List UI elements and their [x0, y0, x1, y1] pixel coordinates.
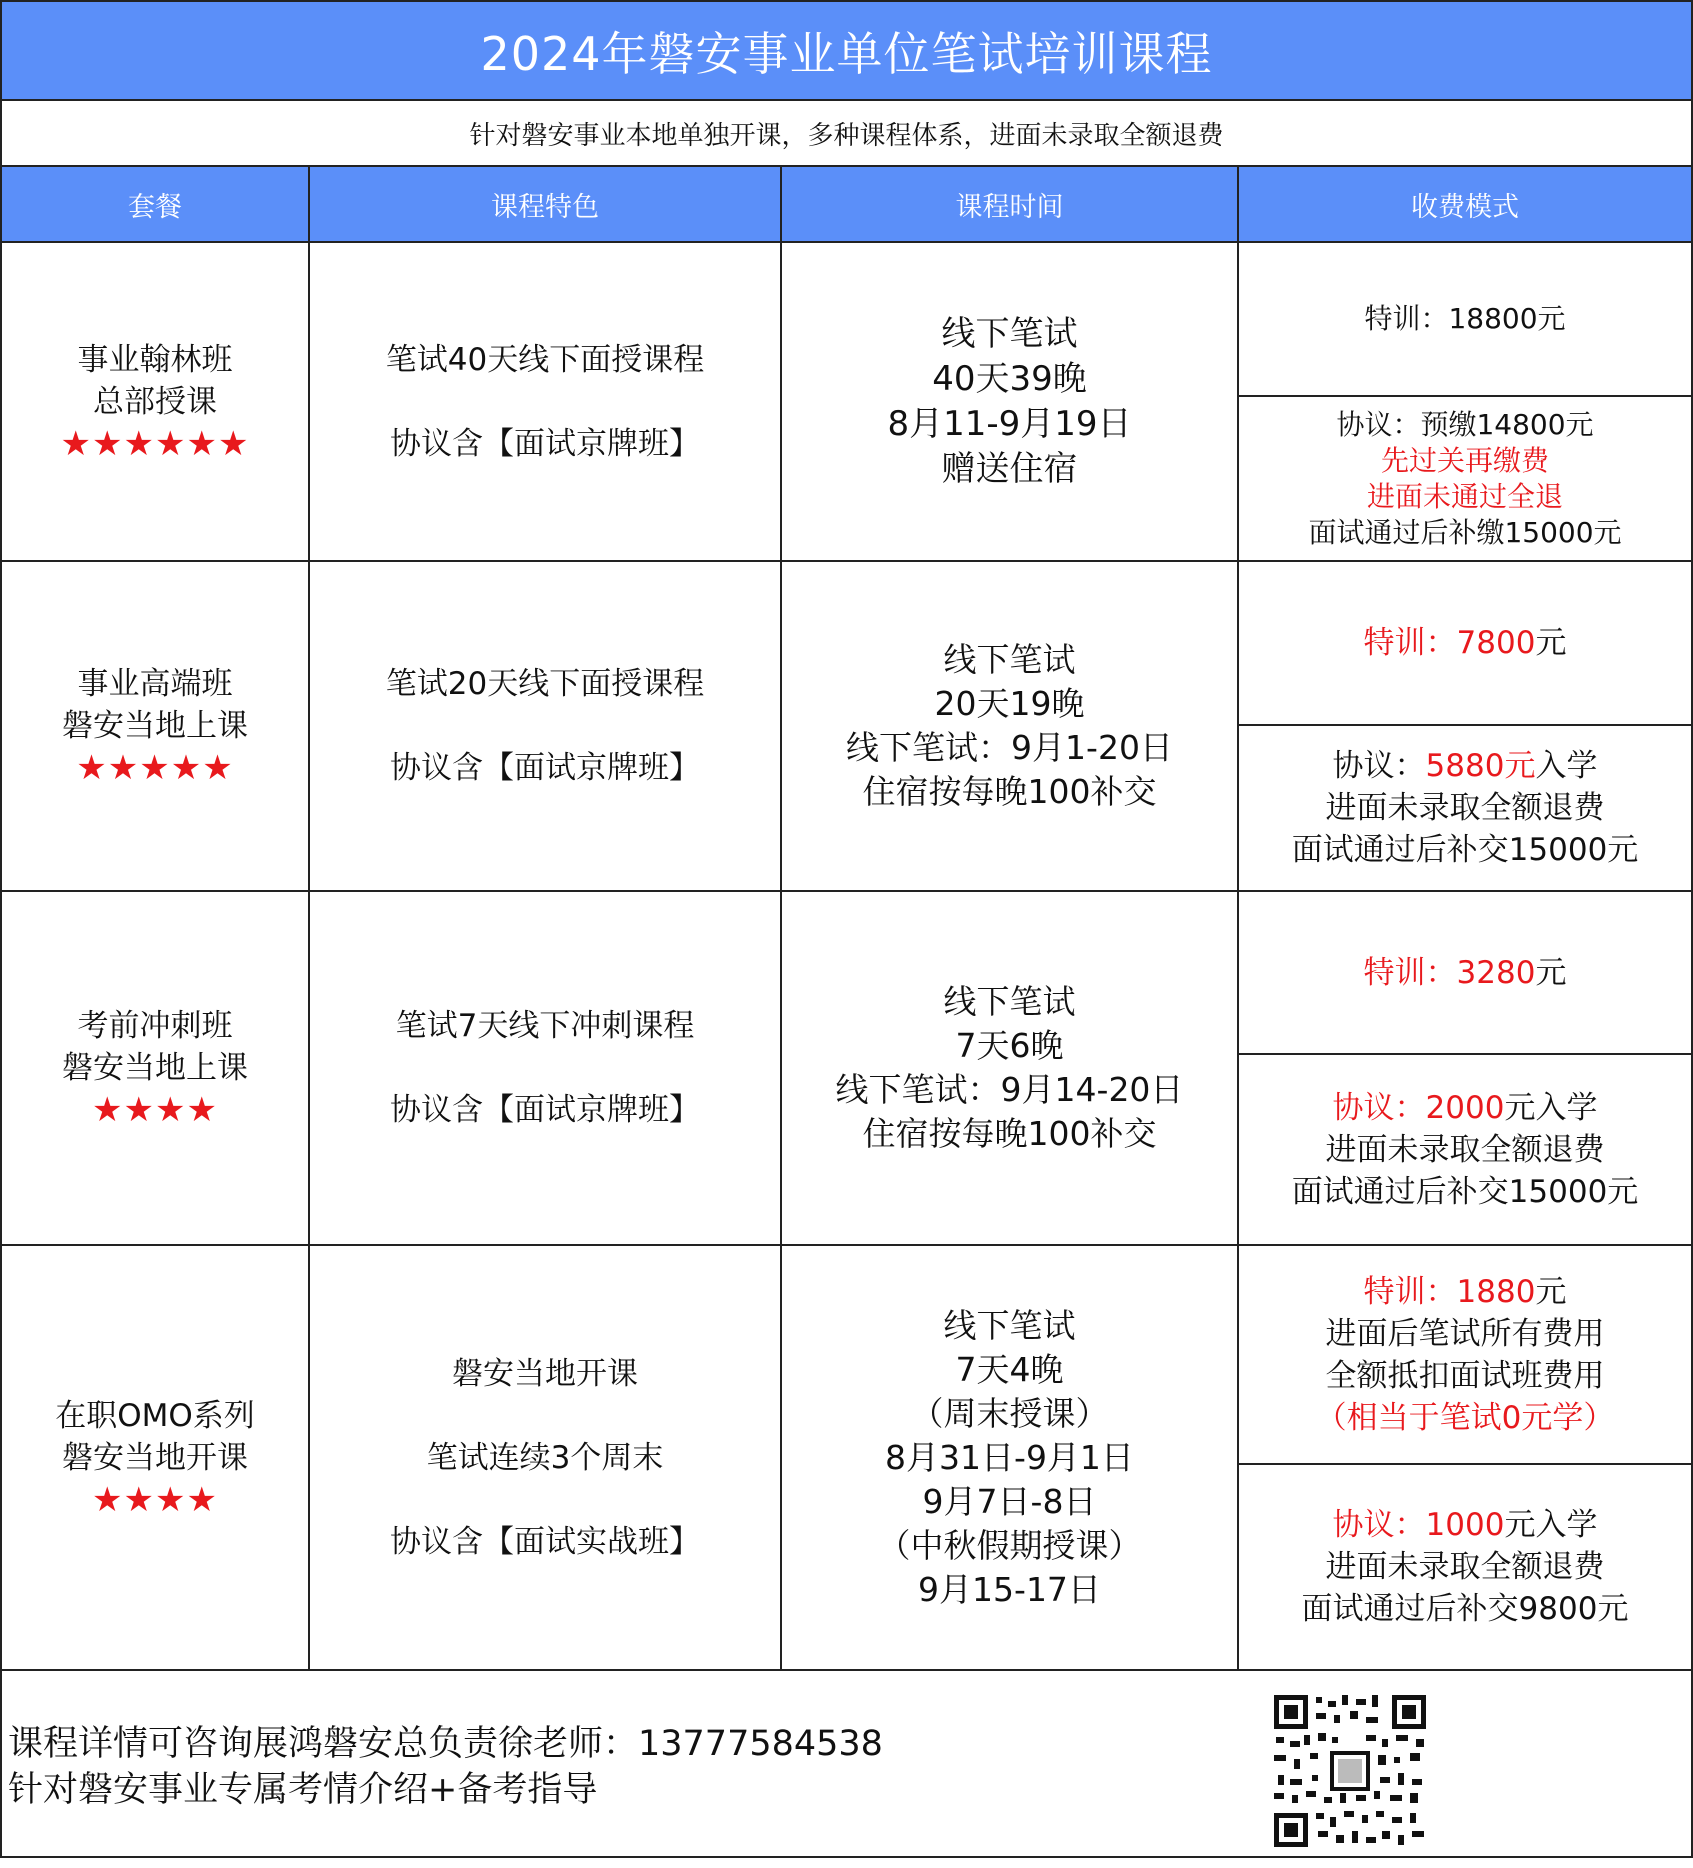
fee-line: [1326, 787, 1605, 829]
time-line: 线下笔试: [943, 640, 1076, 679]
package-location: 磐安当地开课: [62, 1439, 248, 1476]
package-location: 磐安当地上课: [62, 708, 248, 744]
fee-text: 协议：: [1332, 748, 1426, 784]
table-row: [2, 1245, 1691, 1670]
header-time: 课程时间: [781, 167, 1238, 242]
fee-line: [1333, 1504, 1598, 1546]
fee-text: 元: [1535, 954, 1567, 991]
fee-text: 进面未录取全额退费: [1325, 1131, 1605, 1168]
time-line: 7天4晚: [955, 1349, 1064, 1389]
rating-stars: ★★★★★: [76, 748, 234, 788]
fee-highlight-text: 5880元: [1425, 748, 1536, 784]
table-header-row: [2, 167, 1691, 242]
time-line: 8月11-9月19日: [887, 403, 1132, 444]
fee-cell: [1238, 242, 1691, 561]
rating-stars: ★★★★: [92, 1090, 218, 1130]
page-title: 2024年磐安事业单位笔试培训课程: [2, 2, 1691, 101]
table-row: [2, 561, 1691, 891]
fee-special: [1239, 1246, 1691, 1465]
time-line: 9月15-17日: [918, 1569, 1101, 1609]
fee-line: [1364, 622, 1567, 664]
time-line: 线下笔试: [941, 313, 1078, 354]
time-line: （中秋假期授课）: [877, 1525, 1142, 1565]
fee-cell: [1238, 1245, 1691, 1670]
fee-line: [1326, 1129, 1605, 1171]
fee-special: [1239, 562, 1691, 726]
time-line: （周末授课）: [910, 1393, 1109, 1433]
time-cell: [781, 1245, 1238, 1670]
time-line: 线下笔试：9月14-20日: [835, 1070, 1184, 1109]
time-line: 40天39晚: [932, 358, 1087, 399]
fee-line: [1308, 515, 1621, 551]
rating-stars: ★★★★★★: [60, 423, 250, 464]
fee-line: [1364, 301, 1565, 337]
fee-text: 特训：18800元: [1364, 302, 1566, 335]
fee-agreement: [1239, 1055, 1691, 1244]
package-cell: [2, 242, 309, 561]
features-cell: [309, 1245, 781, 1670]
package-name: 在职OMO系列: [55, 1397, 255, 1434]
package-name: 考前冲刺班: [77, 1008, 233, 1044]
features-cell: [309, 891, 781, 1245]
package-location: 总部授课: [93, 383, 217, 420]
time-line: 住宿按每晚100补交: [862, 772, 1157, 811]
fee-line: [1292, 829, 1639, 871]
fee-agreement: [1239, 397, 1691, 560]
course-table: [2, 167, 1691, 1671]
fee-line: [1367, 479, 1563, 515]
feature-line: 笔试20天线下面授课程: [385, 666, 705, 702]
fee-line: [1336, 407, 1593, 443]
time-line: 线下笔试: [943, 1305, 1076, 1345]
fee-highlight-text: 协议：1000: [1332, 1507, 1505, 1543]
qr-code-icon[interactable]: [1270, 1691, 1430, 1851]
header-package: 套餐: [2, 167, 309, 242]
feature-line: 协议含【面试京牌班】: [390, 1092, 700, 1128]
time-line: 7天6晚: [955, 1026, 1064, 1065]
fee-line: [1333, 745, 1598, 787]
fee-highlight-text: （相当于笔试0元学）: [1315, 1399, 1615, 1436]
package-name: 事业翰林班: [77, 341, 233, 378]
fee-text: 入学: [1535, 748, 1598, 784]
fee-text: 面试通过后补交15000元: [1291, 832, 1639, 868]
time-line: 20天19晚: [934, 684, 1085, 723]
time-line: 赠送住宿: [941, 448, 1078, 489]
guide-line: 针对磐安事业专属考情介绍+备考指导: [8, 1770, 598, 1810]
fee-line: [1326, 1546, 1605, 1588]
fee-text: 进面后笔试所有费用: [1325, 1315, 1605, 1352]
feature-line: 磐安当地开课: [452, 1355, 638, 1392]
rating-stars: ★★★★: [92, 1479, 218, 1520]
fee-text: 面试通过后补缴15000元: [1308, 515, 1622, 549]
fee-highlight-text: 协议：2000: [1332, 1089, 1505, 1126]
contact-footer: [2, 1671, 1691, 1868]
feature-line: 笔试7天线下冲刺课程: [395, 1008, 695, 1044]
fee-line: [1302, 1588, 1629, 1630]
fee-highlight-text: 先过关再缴费: [1380, 443, 1549, 477]
fee-line: [1381, 443, 1549, 479]
fee-agreement: [1239, 726, 1691, 890]
fee-line: [1326, 1313, 1605, 1355]
fee-highlight-text: 特训：7800: [1363, 625, 1536, 661]
table-row: [2, 891, 1691, 1245]
fee-line: [1364, 1271, 1567, 1313]
feature-line: 协议含【面试京牌班】: [390, 425, 700, 462]
fee-text: 全额抵扣面试班费用: [1325, 1357, 1605, 1394]
fee-text: 面试通过后补交9800元: [1301, 1591, 1629, 1627]
fee-line: [1326, 1355, 1605, 1397]
fee-text: 面试通过后补交15000元: [1291, 1173, 1639, 1210]
fee-line: [1364, 952, 1567, 994]
table-row: [2, 242, 1691, 561]
features-cell: [309, 561, 781, 891]
fee-text: 元: [1535, 1273, 1567, 1310]
package-cell: [2, 1245, 309, 1670]
fee-text: 元: [1535, 625, 1567, 661]
time-cell: [781, 561, 1238, 891]
feature-line: 协议含【面试京牌班】: [390, 750, 700, 786]
time-cell: [781, 242, 1238, 561]
fee-text: 进面未录取全额退费: [1325, 1549, 1605, 1585]
fee-line: [1333, 1087, 1598, 1129]
fee-cell: [1238, 561, 1691, 891]
time-line: 9月7日-8日: [922, 1481, 1097, 1521]
feature-line: 笔试连续3个周末: [426, 1439, 664, 1476]
time-line: 线下笔试: [943, 982, 1076, 1021]
package-location: 磐安当地上课: [62, 1050, 248, 1086]
header-features: 课程特色: [309, 167, 781, 242]
fee-highlight-text: 特训：3280: [1363, 954, 1536, 991]
page-subtitle: 针对磐安事业本地单独开课，多种课程体系，进面未录取全额退费: [2, 101, 1691, 167]
fee-agreement: [1239, 1465, 1691, 1669]
fee-line: [1316, 1397, 1615, 1439]
header-fee: 收费模式: [1238, 167, 1691, 242]
contact-text: [8, 1721, 883, 1813]
time-line: 住宿按每晚100补交: [862, 1114, 1157, 1153]
package-cell: [2, 561, 309, 891]
package-name: 事业高端班: [77, 666, 233, 702]
fee-text: 进面未录取全额退费: [1325, 790, 1605, 826]
time-cell: [781, 891, 1238, 1245]
features-cell: [309, 242, 781, 561]
fee-text: 元入学: [1504, 1089, 1598, 1126]
contact-line: 课程详情可咨询展鸿磐安总负责徐老师：13777584538: [8, 1724, 883, 1764]
fee-line: [1292, 1171, 1639, 1213]
fee-highlight-text: 进面未通过全退: [1366, 479, 1563, 513]
fee-special: [1239, 892, 1691, 1055]
fee-special: [1239, 243, 1691, 397]
fee-highlight-text: 特训：1880: [1363, 1273, 1536, 1310]
feature-line: 笔试40天线下面授课程: [385, 341, 705, 378]
fee-cell: [1238, 891, 1691, 1245]
time-line: 线下笔试：9月1-20日: [846, 728, 1173, 767]
fee-text: 元入学: [1504, 1507, 1598, 1543]
package-cell: [2, 891, 309, 1245]
feature-line: 协议含【面试实战班】: [390, 1523, 700, 1560]
fee-text: 协议：预缴14800元: [1336, 407, 1594, 441]
time-line: 8月31日-9月1日: [885, 1437, 1134, 1477]
